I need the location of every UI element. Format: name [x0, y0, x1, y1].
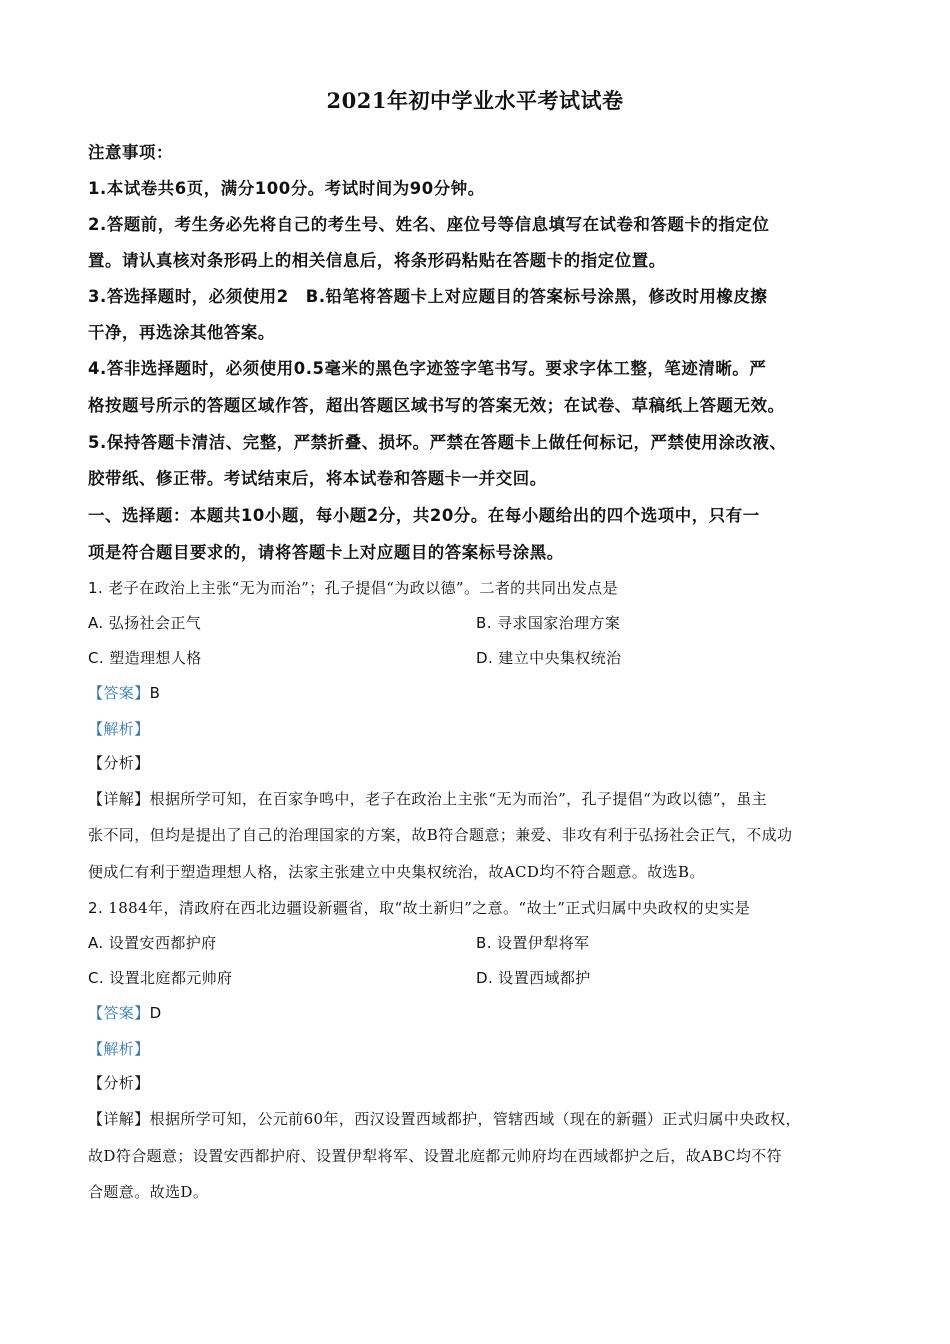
option-letter: D. [476, 969, 494, 987]
question-number: 2. [88, 899, 104, 917]
question-2-detail-line-1 [88, 1108, 878, 1130]
question-2-stem [88, 897, 878, 919]
question-1-fenxi-label: 【分析】 [88, 754, 150, 772]
notes-line-2: 2.答题前，考生务必先将自己的考生号、姓名、座位号等信息填写在试卷和答题卡的指定位 [88, 215, 770, 234]
question-1-stem [88, 577, 878, 599]
question-1-detail-line-2: 张不同，但均是提出了自己的治理国家的方案，故B符合题意；兼爱、非攻有利于弘扬社会正气，不成功 [88, 826, 793, 844]
detail-text: 根据所学可知，公元前60年，西汉设置西域都护，管辖西域（现在的新疆）正式归属中央政权， [149, 1110, 801, 1128]
option-letter: B. [476, 934, 492, 952]
question-2-fenxi-label: 【分析】 [88, 1074, 150, 1092]
question-text: 老子在政治上主张“无为而治”；孔子提倡“为政以德”。二者的共同出发点是 [108, 579, 618, 597]
question-1-analysis-label: 【解析】 [88, 720, 150, 738]
option-letter: C. [88, 649, 105, 667]
detail-text: 根据所学可知，在百家争鸣中，老子在政治上主张“无为而治”，孔子提倡“为政以德”，虽主 [149, 790, 768, 808]
notes-line-3: 置。请认真核对条形码上的相关信息后，将条形码粘贴在答题卡的指定位置。 [88, 251, 666, 270]
option-letter: D. [476, 649, 494, 667]
notes-line-5: 干净，再选涂其他答案。 [88, 323, 275, 342]
exam-title: 2021年初中学业水平考试试卷 [326, 88, 624, 113]
notes-heading: 注意事项： [88, 143, 173, 162]
question-1-detail-line-3: 便成仁有利于塑造理想人格，法家主张建立中央集权统治，故ACD均不符合题意。故选B。 [88, 863, 705, 881]
option-letter: A. [88, 934, 104, 952]
option-letter: B. [476, 614, 492, 632]
option-text: 寻求国家治理方案 [497, 614, 621, 632]
option-text: 设置北庭都元帅府 [109, 969, 233, 987]
option-text: 弘扬社会正气 [108, 614, 202, 632]
option-text: 建立中央集权统治 [498, 649, 622, 667]
option-letter: C. [88, 969, 105, 987]
question-number: 1. [88, 579, 104, 597]
question-text: 1884年，清政府在西北边疆设新疆省，取“故土新归”之意。“故土”正式归属中央政权的史实是 [108, 899, 751, 917]
section-heading-line-1: 一、选择题：本题共10小题，每小题2分，共20分。在每小题给出的四个选项中，只有一 [88, 506, 760, 525]
option-letter: A. [88, 614, 104, 632]
notes-line-1: 1.本试卷共6页，满分100分。考试时间为90分钟。 [88, 179, 485, 198]
answer-value: B [149, 684, 161, 702]
question-2-answer [88, 1002, 878, 1024]
question-2-detail-line-2: 故D符合题意；设置安西都护府、设置伊犁将军、设置北庭都元帅府均在西域都护之后，故ABC均不符 [88, 1147, 783, 1165]
answer-label: 【答案】 [88, 684, 150, 702]
question-1-detail-line-1 [88, 788, 878, 810]
notes-line-6: 4.答非选择题时，必须使用0.5毫米的黑色字迹签字笔书写。要求字体工整，笔迹清晰。严 [88, 359, 767, 378]
answer-label: 【答案】 [88, 1004, 150, 1022]
option-text: 设置伊犁将军 [497, 934, 590, 952]
question-2-option-b [476, 932, 876, 954]
question-2-option-d [476, 967, 876, 989]
question-1-option-b [476, 612, 876, 634]
question-2-detail-line-3: 合题意。故选D。 [88, 1183, 209, 1201]
section-heading-line-2: 项是符合题目要求的，请将答题卡上对应题目的答案标号涂黑。 [88, 543, 564, 562]
answer-value: D [149, 1004, 162, 1022]
notes-line-9: 胶带纸、修正带。考试结束后，将本试卷和答题卡一并交回。 [88, 469, 547, 488]
option-text: 塑造理想人格 [109, 649, 202, 667]
notes-line-8: 5.保持答题卡清洁、完整，严禁折叠、损坏。严禁在答题卡上做任何标记，严禁使用涂改液、 [88, 433, 787, 452]
notes-line-4: 3.答选择题时，必须使用2 B.铅笔将答题卡上对应题目的答案标号涂黑，修改时用橡皮擦 [88, 287, 768, 306]
option-text: 设置西域都护 [498, 969, 591, 987]
question-2-analysis-label: 【解析】 [88, 1040, 150, 1058]
detail-label: 【详解】 [88, 1110, 150, 1128]
question-1-option-d [476, 647, 876, 669]
detail-label: 【详解】 [88, 790, 150, 808]
question-1-answer [88, 682, 878, 704]
notes-line-7: 格按题号所示的答题区域作答，超出答题区域书写的答案无效；在试卷、草稿纸上答题无效。 [88, 396, 785, 415]
option-text: 设置安西都护府 [108, 934, 217, 952]
